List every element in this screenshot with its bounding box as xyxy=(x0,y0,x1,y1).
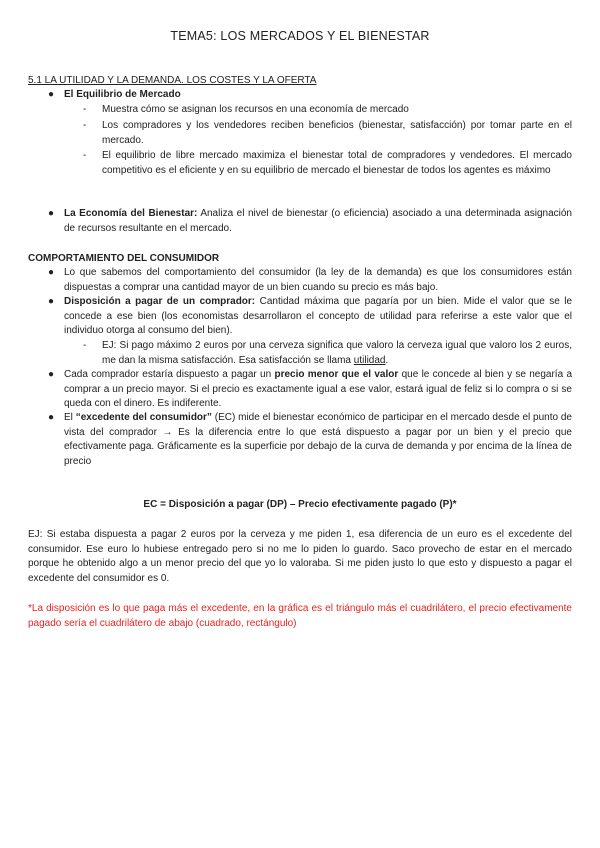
consumidor-heading: COMPORTAMIENTO DEL CONSUMIDOR xyxy=(28,253,220,264)
page-title: TEMA5: LOS MERCADOS Y EL BIENESTAR xyxy=(170,29,430,43)
economia-bienestar-label: La Economía del Bienestar: xyxy=(64,208,198,219)
precio-menor-term: precio menor que el valor xyxy=(274,369,399,380)
consumidor-bullet-1: Lo que sabemos del comportamiento del consumidor (la ley de la demanda) es que los consumidores están dispuestas a comprar una cantidad mayor de un bien cuando su precio es más bajo. xyxy=(64,267,572,293)
disposicion-text: Cantidad máxima que pagaría por un bien. Mide el valor que se le concede a ese bien (los economistas desarrollaron el concepto de utilidad para referirse a este valor que el individuo otorga al consumo del bien). xyxy=(64,296,573,336)
footnote: *La disposición es lo que paga más el excedente, en la gráfica es el triángulo más el cuadrilátero, el precio efectivamente pagado sería el cuadrilátero de abajo (cuadrado, rectángulo) xyxy=(28,603,572,629)
equilibrio-point-3: El equilibrio de libre mercado maximiza el bienestar total de compradores y vendedores. El mercado competitivo es el eficiente y en su equilibrio de mercado el bienestar de todos los agentes es máximo xyxy=(102,150,572,176)
section-heading: 5.1 LA UTILIDAD Y LA DEMANDA. LOS COSTES Y LA OFERTA xyxy=(28,75,317,86)
precio-text-a: Cada comprador estaría dispuesto a pagar un xyxy=(64,369,272,380)
bullet-icon: ● xyxy=(48,296,55,307)
disposicion-example-end: . xyxy=(385,354,389,366)
dash-icon: - xyxy=(83,150,87,161)
excedente-text-a: El xyxy=(64,412,73,423)
disposicion-example xyxy=(102,339,572,368)
disposicion-label: Disposición a pagar de un comprador: xyxy=(64,296,256,307)
bullet-icon: ● xyxy=(48,369,55,380)
consumidor-bullet-4 xyxy=(64,411,572,469)
economia-bienestar-text: Analiza el nivel de bienestar (o eficiencia) asociado a una determinada asignación de recursos resultante en el mercado. xyxy=(64,208,572,234)
economia-bienestar-item xyxy=(64,207,572,236)
bullet-icon: ● xyxy=(48,267,55,278)
bullet-icon: ● xyxy=(48,208,55,219)
bullet-icon: ● xyxy=(48,89,55,100)
excedente-term: “excedente del consumidor” xyxy=(75,412,212,423)
precio-text-b: que le concede al bien y se negaría a comprar a un precio mayor. Si el precio es exactamente igual a ese valor, estará igual de feliz si lo compra o si se queda con el dinero. Es indiferente. xyxy=(64,369,573,409)
equilibrio-heading: El Equilibrio de Mercado xyxy=(64,89,181,100)
consumidor-bullet-2 xyxy=(64,295,572,339)
utilidad-term: utilidad xyxy=(353,354,386,366)
excedente-text-b: (EC) mide el bienestar económico de participar en el mercado desde el punto de vista del comprador → Es la diferencia entre lo que está dispuesto a pagar por un bien y el precio que efectivamente paga. Gráficamente es la superficie por debajo de la curva de demanda y por encima de la línea de precio xyxy=(64,412,572,467)
dash-icon: - xyxy=(83,340,87,351)
bullet-icon: ● xyxy=(48,412,55,423)
formula: EC = Disposición a pagar (DP) – Precio efectivamente pagado (P)* xyxy=(143,499,457,510)
example-paragraph: EJ: Si estaba dispuesta a pagar 2 euros por la cerveza y me piden 1, esa diferencia de un euro es el excedente del consumidor. Ese euro lo hubiese entregado pero si no me lo piden lo guardo. Saco provecho de estar en el mercado porque he obtenido algo a un menor precio del que yo lo valoraba. Si me piden justo lo que esto y dispuesto a pagar el excedente del consumidor es 0. xyxy=(28,529,572,584)
disposicion-example-text: EJ: Si pago máximo 2 euros por una cerveza significa que valoro la cerveza igual que valoro los 2 euros, me dan la misma satisfacción. Esa satisfacción se llama xyxy=(102,340,572,366)
equilibrio-point-2: Los compradores y los vendedores reciben beneficios (bienestar, satisfacción) por tomar parte en el mercado. xyxy=(102,120,572,146)
equilibrio-point-1: Muestra cómo se asignan los recursos en una economía de mercado xyxy=(102,104,409,115)
consumidor-bullet-3 xyxy=(64,368,572,412)
dash-icon: - xyxy=(83,104,87,115)
dash-icon: - xyxy=(83,120,87,131)
